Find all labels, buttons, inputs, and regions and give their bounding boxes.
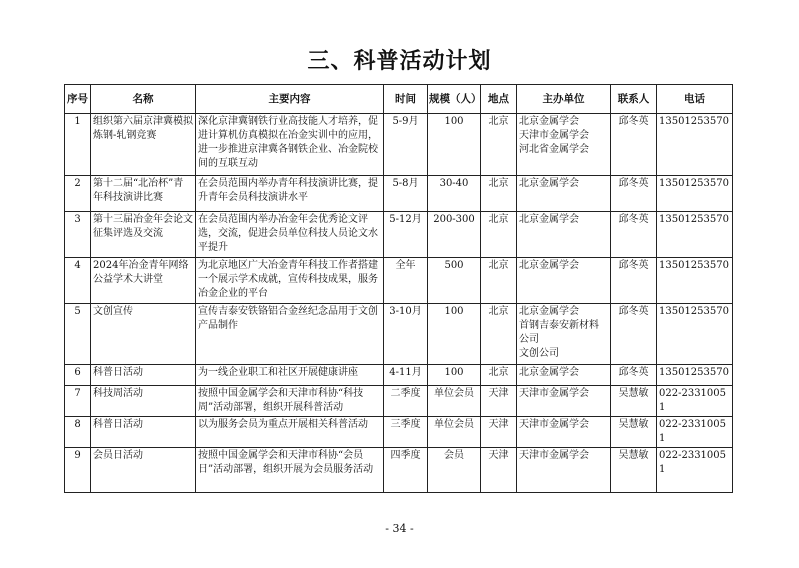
cell-seq: 4: [65, 258, 91, 304]
cell-contact: 邱冬英: [611, 258, 657, 304]
cell-scale: 单位会员: [428, 386, 481, 417]
cell-name: 科技周活动: [91, 386, 196, 417]
host-line: 北京金属学会: [519, 214, 579, 225]
cell-scale: 会员: [428, 448, 481, 493]
cell-seq: 3: [65, 212, 91, 258]
header-place: 地点: [481, 85, 517, 114]
header-time: 时间: [384, 85, 428, 114]
cell-phone: 13501253570: [657, 176, 733, 212]
cell-contact: 邱冬英: [611, 304, 657, 365]
cell-time: 二季度: [384, 386, 428, 417]
cell-host: [517, 386, 611, 417]
header-phone: 电话: [657, 85, 733, 114]
cell-seq: 2: [65, 176, 91, 212]
cell-contact: 吴慧敏: [611, 448, 657, 493]
cell-time: 全年: [384, 258, 428, 304]
cell-name: 第十二届“北冶杯”青年科技演讲比赛: [91, 176, 196, 212]
header-name: 名称: [91, 85, 196, 114]
cell-content: 按照中国金属学会和天津市科协“会员日”活动部署，组织开展为会员服务活动: [196, 448, 384, 493]
cell-scale: 500: [428, 258, 481, 304]
header-seq: 序号: [65, 85, 91, 114]
cell-place: 北京: [481, 212, 517, 258]
cell-place: 北京: [481, 176, 517, 212]
host-line: 天津市金属学会: [519, 419, 589, 430]
host-line: 天津市金属学会: [519, 450, 589, 461]
cell-phone: 13501253570: [657, 114, 733, 176]
cell-time: 5-8月: [384, 176, 428, 212]
host-line: 北京金属学会: [519, 260, 579, 271]
cell-name: 2024年冶金青年网络公益学术大讲堂: [91, 258, 196, 304]
host-line: 北京金属学会: [519, 367, 579, 378]
cell-host: [517, 417, 611, 448]
cell-host: [517, 176, 611, 212]
page-number: - 34 -: [385, 522, 414, 535]
cell-phone: 022-23310051: [657, 448, 733, 493]
cell-seq: 6: [65, 365, 91, 386]
cell-time: 三季度: [384, 417, 428, 448]
table-row: [65, 176, 733, 212]
cell-phone: 13501253570: [657, 304, 733, 365]
cell-seq: 7: [65, 386, 91, 417]
cell-phone: 13501253570: [657, 212, 733, 258]
cell-contact: 吴慧敏: [611, 386, 657, 417]
cell-place: 天津: [481, 448, 517, 493]
cell-name: 科普日活动: [91, 417, 196, 448]
cell-name: 组织第六届京津冀模拟炼钢-轧钢竞赛: [91, 114, 196, 176]
table-row: [65, 417, 733, 448]
host-line: 北京金属学会: [519, 306, 579, 317]
cell-contact: 邱冬英: [611, 114, 657, 176]
cell-time: 4-11月: [384, 365, 428, 386]
cell-content: 深化京津冀钢铁行业高技能人才培养，促进计算机仿真模拟在冶金实训中的应用，进一步推进京津冀各钢铁企业、冶金院校间的互联互动: [196, 114, 384, 176]
cell-time: 3-10月: [384, 304, 428, 365]
cell-host: [517, 114, 611, 176]
cell-name: 文创宣传: [91, 304, 196, 365]
cell-scale: 单位会员: [428, 417, 481, 448]
cell-contact: 邱冬英: [611, 176, 657, 212]
cell-host: [517, 258, 611, 304]
cell-place: 北京: [481, 114, 517, 176]
cell-content: 以为服务会员为重点开展相关科普活动: [196, 417, 384, 448]
cell-time: 5-12月: [384, 212, 428, 258]
cell-host: [517, 304, 611, 365]
cell-host: [517, 365, 611, 386]
cell-seq: 5: [65, 304, 91, 365]
cell-host: [517, 212, 611, 258]
cell-seq: 8: [65, 417, 91, 448]
table-row: [65, 304, 733, 365]
cell-scale: 100: [428, 114, 481, 176]
cell-content: 在会员范围内举办冶金年会优秀论文评选，交流，促进会员单位科技人员论文水平提升: [196, 212, 384, 258]
cell-place: 北京: [481, 365, 517, 386]
cell-seq: 9: [65, 448, 91, 493]
table-row: [65, 386, 733, 417]
cell-content: 宣传吉泰安铁铬铝合金丝纪念品用于文创产品制作: [196, 304, 384, 365]
cell-content: 在会员范围内举办青年科技演讲比赛，提升青年会员科技演讲水平: [196, 176, 384, 212]
cell-place: 天津: [481, 417, 517, 448]
cell-scale: 100: [428, 304, 481, 365]
table-row: [65, 114, 733, 176]
table-row: [65, 212, 733, 258]
cell-contact: 邱冬英: [611, 212, 657, 258]
cell-phone: 13501253570: [657, 258, 733, 304]
host-line: 河北省金属学会: [519, 144, 589, 155]
cell-host: [517, 448, 611, 493]
cell-phone: 022-23310051: [657, 417, 733, 448]
cell-place: 天津: [481, 386, 517, 417]
table-row: [65, 448, 733, 493]
cell-content: 按照中国金属学会和天津市科协“科技周”活动部署，组织开展科普活动: [196, 386, 384, 417]
host-line: 首钢吉泰安新材料公司: [519, 320, 599, 345]
cell-place: 北京: [481, 258, 517, 304]
cell-place: 北京: [481, 304, 517, 365]
host-line: 天津市金属学会: [519, 388, 589, 399]
cell-name: 科普日活动: [91, 365, 196, 386]
cell-seq: 1: [65, 114, 91, 176]
header-scale: 规模（人）: [428, 85, 481, 114]
host-line: 文创公司: [519, 348, 559, 359]
header-content: 主要内容: [196, 85, 384, 114]
cell-scale: 100: [428, 365, 481, 386]
host-line: 北京金属学会: [519, 116, 579, 127]
host-line: 北京金属学会: [519, 178, 579, 189]
table-row: [65, 365, 733, 386]
cell-phone: 13501253570: [657, 365, 733, 386]
host-line: 天津市金属学会: [519, 130, 589, 141]
activity-plan-table: [64, 84, 733, 493]
header-contact: 联系人: [611, 85, 657, 114]
cell-contact: 邱冬英: [611, 365, 657, 386]
page-title: 三、科普活动计划: [307, 49, 492, 74]
cell-scale: 30-40: [428, 176, 481, 212]
cell-contact: 吴慧敏: [611, 417, 657, 448]
table-row: [65, 258, 733, 304]
cell-content: 为一线企业职工和社区开展健康讲座: [196, 365, 384, 386]
cell-time: 四季度: [384, 448, 428, 493]
table-header-row: [65, 85, 733, 114]
cell-time: 5-9月: [384, 114, 428, 176]
cell-content: 为北京地区广大冶金青年科技工作者搭建一个展示学术成就，宣传科技成果，服务冶金企业的平台: [196, 258, 384, 304]
cell-name: 第十三届冶金年会论文征集评选及交流: [91, 212, 196, 258]
cell-scale: 200-300: [428, 212, 481, 258]
cell-phone: 022-23310051: [657, 386, 733, 417]
header-host: 主办单位: [517, 85, 611, 114]
cell-name: 会员日活动: [91, 448, 196, 493]
